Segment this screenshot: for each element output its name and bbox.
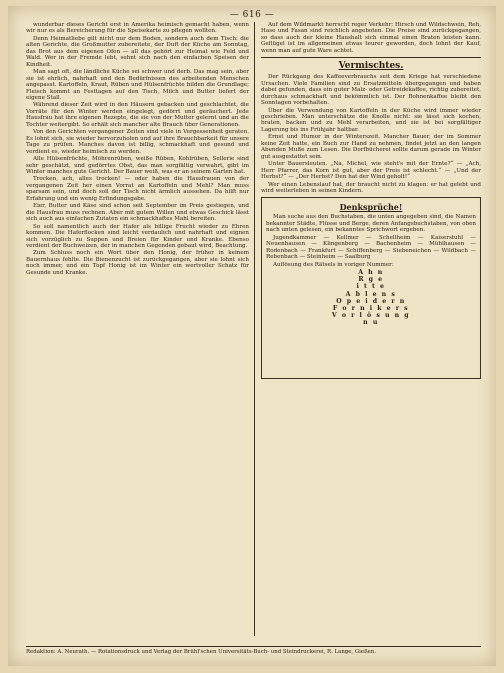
letter-row: R g e xyxy=(358,276,384,284)
paragraph: Man sagt oft, die ländliche Küche sei schwer und derb. Das mag sein, aber sie ist ehrlich, nahrhaft und den Bedürfnissen des arbeitenden Menschen angepasst. Kartoffeln, Kraut, Rüben und Hülsenfrüchte bilden die Grundlage; Fleisch kommt an Festtagen auf den Tisch, Milch und Butter liefert der eigene Stall. xyxy=(26,69,249,101)
letter-row: O p e i d e r n xyxy=(336,297,406,305)
letter-row: i t t e xyxy=(356,283,386,291)
letter-row: V o r l ö s u n g xyxy=(331,312,411,320)
letter-row: n u xyxy=(363,319,379,327)
paragraph: Eier, Butter und Käse sind schon seit September im Preis gestiegen, und die Hausfrau muss rechnen. Aber mit gutem Willen und etwas Geschick lässt sich auch aus einfachen Zutaten ein schmackhaftes Mahl bereiten. xyxy=(26,203,249,223)
paragraph: Wer einen Lebenslauf hat, der braucht nicht zu klagen: er hat gelebt und wird weiterleben in seinen Kindern. xyxy=(261,181,481,194)
puzzle-intro: Man suche aus den Buchstaben, die unten angegeben sind, die Namen bekannter Städte, Flüsse und Berge, deren Anfangsbuchstaben, von oben nach unten gelesen, ein bekanntes Sprichwort ergeben. xyxy=(266,214,476,234)
puzzle-box xyxy=(261,197,481,379)
column-divider xyxy=(254,22,255,636)
paragraph: Denn Heimatliebe gilt nicht nur dem Boden, sondern auch dem Tisch: die alten Gerichte, die Großmutter zubereitete, der Duft der Küche am Sonntag, das Brot aus dem eigenen Ofen — all das gehört zur Heimat wie Feld und Wald. Wer in der Fremde lebt, sehnt sich nach den einfachen Speisen der Kindheit. xyxy=(26,35,249,68)
paragraph: Der Rückgang des Kaffeeverbrauchs seit dem Kriege hat verschiedene Ursachen. Viele Familien sind zu Ersatzmitteln übergegangen und haben dabei gefunden, dass ein guter Malz- oder Getreidekaffee, richtig zubereitet, durchaus schmackhaft und bekömmlich ist. Der Bohnenkaffee bleibt den Sonntagen vorbehalten. xyxy=(261,74,481,107)
divider xyxy=(261,57,481,58)
letter-row: A b l e n s xyxy=(345,290,397,298)
imprint-footer: Redaktion: A. Neurath. — Rotationsdruck und Verlag der Brühl'schen Universitäts-Buch- und Steindruckerei, R. Lange, Gießen. xyxy=(26,646,481,656)
paragraph: Alle Hülsenfrüchte, Möhrenrüben, weiße Rüben, Kohlrüben, Sellerie sind sehr geschätzt, und gedörrtes Obst, das man sorgfältig verwahrt, gibt im Winter manches gute Gericht. Der Bauer weiß, was er an seinem Garten hat. xyxy=(26,156,249,175)
page-number: — 616 — xyxy=(229,10,275,20)
paragraph: So soll namentlich auch der Hafer als billige Frucht wieder zu Ehren kommen. Die Haferflocken sind leicht verdaulich und nahrhaft und eignen sich vorzüglich zu Suppen und Breien für Kinder und Kranke. Ebenso verdient der Buchweizen, der in manchen Gegenden gebaut wird, Beachtung. xyxy=(26,223,249,249)
puzzle-words: Jugendkammer — Kellmer — Schellheim — Kaiserstuhl — Neuenhausen — Klingenberg — Bachenheim — Mühlhausen — Rodenbach — Frankfurt — Schiffenberg — Siebeneichen — Wildbach — Rebenbach — Steinheim — Saalburg xyxy=(266,234,476,261)
right-column xyxy=(261,22,481,636)
paragraph: Während dieser Zeit wird in den Häusern gebacken und geschlachtet, die Vorräte für den Winter werden eingelegt, gedörrt und geräuchert. Jede Hausfrau hat ihre eigenen Rezepte, die sie von der Mutter gelernt und an die Tochter weitergibt. So erhält sich mancher alte Brauch über Generationen. xyxy=(26,102,249,128)
letter-row: F o r n i k e r s xyxy=(332,305,410,313)
section-heading-vermischtes: Vermischtes. xyxy=(338,61,404,72)
section-heading-puzzle: Denksprüche! xyxy=(339,202,403,213)
letter-row: A h n xyxy=(358,269,384,277)
paragraph: Von den Gerichten vergangener Zeiten sind viele in Vergessenheit geraten. Es lohnt sich, sie wieder hervorzuholen und auf ihre Brauchbarkeit für unsere Tage zu prüfen. Manches davon ist billig, schmackhaft und gesund und verdient es, wieder heimisch zu werden. xyxy=(26,129,249,155)
paragraph: Trocken, ach, alles trocken! — oder haben die Hausfrauen von der vergangenen Zeit her einen Vorrat an Kartoffeln und Mehl? Man muss sparsam sein, und doch soll der Tisch nicht ärmlich aussehen. Da hilft nur Erfahrung und ein wenig Erfindungsgabe. xyxy=(26,176,249,202)
paragraph: wunderbar dieses Gericht erst in Amerika heimisch gemacht haben, wenn wir nur es als Bereicherung für die Speisekarte zu pflegen wollten. xyxy=(26,22,249,35)
paragraph: Auf dem Wildmarkt herrscht reger Verkehr; Hirsch und Wildschwein, Reh, Hase und Fasan sind reichlich angeboten. Die Preise sind zurückgegangen, so dass auch der kleine Haushalt sich einmal einen Braten leisten kann. Geflügel ist im allgemeinen etwas teurer geworden, doch lohnt der Kauf, wenn man auf gute Ware achtet. xyxy=(261,22,481,54)
newspaper-page xyxy=(8,6,496,666)
paragraph: Ernst und Humor in der Winterszeit. Mancher Bauer, der im Sommer keine Zeit hatte, ein Buch zur Hand zu nehmen, findet jetzt an den langen Abenden Muße zum Lesen. Die Dorfbücherei sollte darum gerade im Winter gut ausgestattet sein. xyxy=(261,134,481,160)
paragraph: Zum Schluss noch ein Wort über den Honig, der früher in keinem Bauernhaus fehlte. Die Bienenzucht ist zurückgegangen, aber sie lohnt sich noch immer, und ein Topf Honig ist im Winter ein wertvoller Schatz für Gesunde und Kranke. xyxy=(26,250,249,276)
left-column xyxy=(26,22,249,636)
solution-letters xyxy=(266,269,476,327)
solution-title: Auflösung des Rätsels in voriger Nummer: xyxy=(273,261,394,268)
paragraph: Über die Verwendung von Kartoffeln in der Küche wird immer wieder geschrieben. Man unterschätze die Knolle nicht: sie lässt sich kochen, braten, backen und zu Mehl verarbeiten, und sie ist bei sorgfältiger Lagerung bis ins Frühjahr haltbar. xyxy=(261,107,481,133)
paragraph: Unter Bauersleuten. „Na, Michel, wie steht's mit der Ernte?“ — „Ach, Herr Pfarrer, das Korn ist gut, aber der Preis ist schlecht.“ — „Und der Herbst?“ — „Der Herbst? Den hat der Wind geholt!“ xyxy=(261,161,481,181)
